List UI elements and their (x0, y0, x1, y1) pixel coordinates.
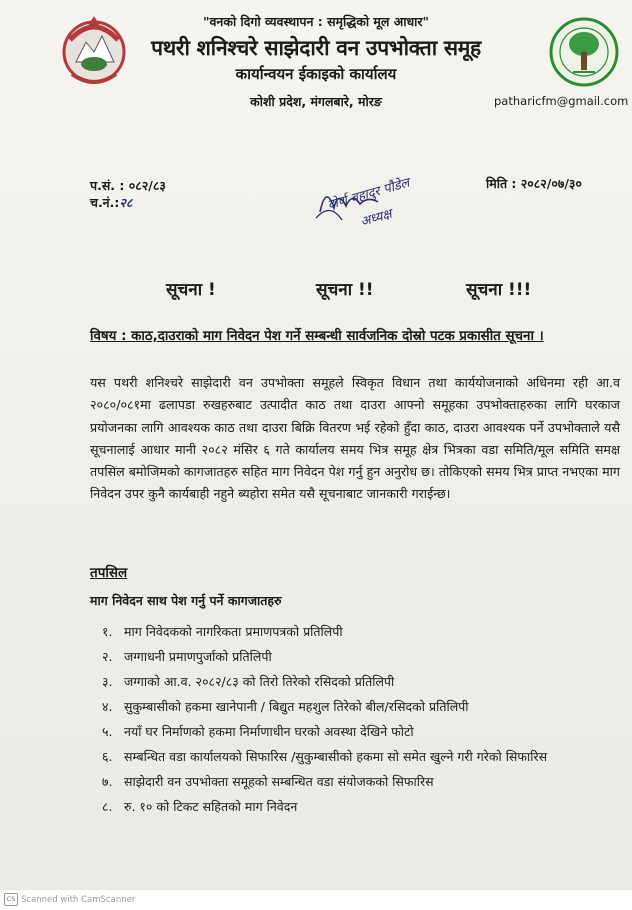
chalani-number (90, 194, 132, 211)
list-item: १. माग निवेदकको नागरिकता प्रमाणपत्रको प्रतिलिपी (102, 624, 343, 639)
chalani-value: २८ (119, 195, 133, 210)
signature-title: अध्यक्ष (358, 206, 394, 231)
patra-sankhya: प.सं. : ०८२/८३ (90, 178, 166, 193)
list-item: ४. सुकुम्बासीको हकमा खानेपानी / बिद्युत महशुल तिरेको बील/रसिदको प्रतिलिपी (102, 699, 469, 714)
body-paragraph: यस पथरी शनिश्चरे साझेदारी वन उपभोक्ता समूहले स्विकृत विधान तथा कार्ययोजनाको अधिनमा रही आ.व २०८०/०८१मा ढलापडा रुखहरुबाट उत्पादीत काठ तथा दाउरा आफ्नो समूहका उपभोक्ताहरुका लागि घरकाज प्रयोजनका लागि आवश्यक काठ तथा दाउरा बिक्रि वितरण भई रहेको हुँदा काठ, दाउरा आवश्यक पर्ने उपभोक्ताले यसै सूचनालाई आधार मानी २०८२ मंसिर ६ गते कार्यालय समय भित्र समूह क्षेत्र भित्रका वडा समिति/मूल समिति समक्ष तपसिल बमोजिमको कागजातहरु सहित माग निवेदन पेश गर्नु हुन अनुरोध छ। तोकिएको समय भित्र प्राप्त नभएका माग निवेदन उपर कुनै कार्यबाही नहुने ब्यहोरा समेत यसै सूचनाबाट जानकारी गराईन्छ। (90, 375, 620, 502)
list-item: ६. सम्बन्धित वडा कार्यालयको सिफारिस /सुकुम्बासीको हकमा सो समेत खुल्ने गरी गरेको सिफारिस (102, 749, 548, 764)
chalani-label: च.नं.: (90, 195, 120, 210)
notice-1: सूचना ! (166, 280, 216, 300)
office-name: कार्यान्वयन ईकाइको कार्यालय (235, 65, 397, 83)
list-item: ८. रु. १० को टिकट सहितको माग निवेदन (102, 799, 298, 814)
notice-2: सूचना !! (316, 280, 374, 300)
notice-3: सूचना !!! (466, 280, 532, 300)
address: कोशी प्रदेश, मंगलबारे, मोरङ (250, 94, 382, 109)
list-item: ७. साझेदारी वन उपभोक्ता समूहको सम्बन्धित वडा संयोजकको सिफारिस (102, 774, 434, 789)
org-name: पथरी शनिश्चरे साझेदारी वन उपभोक्ता समूह (151, 36, 481, 60)
motto: "वनको दिगो व्यवस्थापन : समृद्धिको मूल आधार" (202, 14, 430, 29)
documents-list-title: माग निवेदन साथ पेश गर्नु पर्ने कागजातहरु (90, 593, 282, 608)
camscanner-icon: CS (4, 893, 18, 906)
email: patharicfm@gmail.com (494, 94, 629, 108)
scanner-text: Scanned with CamScanner (21, 894, 136, 905)
tapsil-heading: तपसिल (90, 565, 128, 581)
list-item: ३. जग्गाको आ.व. २०८२/८३ को तिरो तिरेको रसिदको प्रतिलिपी (102, 674, 395, 689)
signature (268, 162, 478, 258)
list-item: २. जग्गाधनी प्रमाणपुर्जाको प्रतिलिपी (102, 649, 272, 664)
list-item: ५. नयाँ घर निर्माणको हकमा निर्माणाधीन घरको अवस्था देखिने फोटो (102, 724, 414, 739)
signature-name: दोर्ण बहादुर पौडेल (325, 175, 412, 214)
scanner-watermark (4, 893, 135, 906)
date: मिति : २०८२/०७/३० (486, 176, 582, 191)
subject: विषय : काठ,दाउराको माग निवेदन पेश गर्ने सम्बन्धी सार्वजनिक दोस्रो पटक प्रकासीत सूचना । (90, 329, 544, 344)
